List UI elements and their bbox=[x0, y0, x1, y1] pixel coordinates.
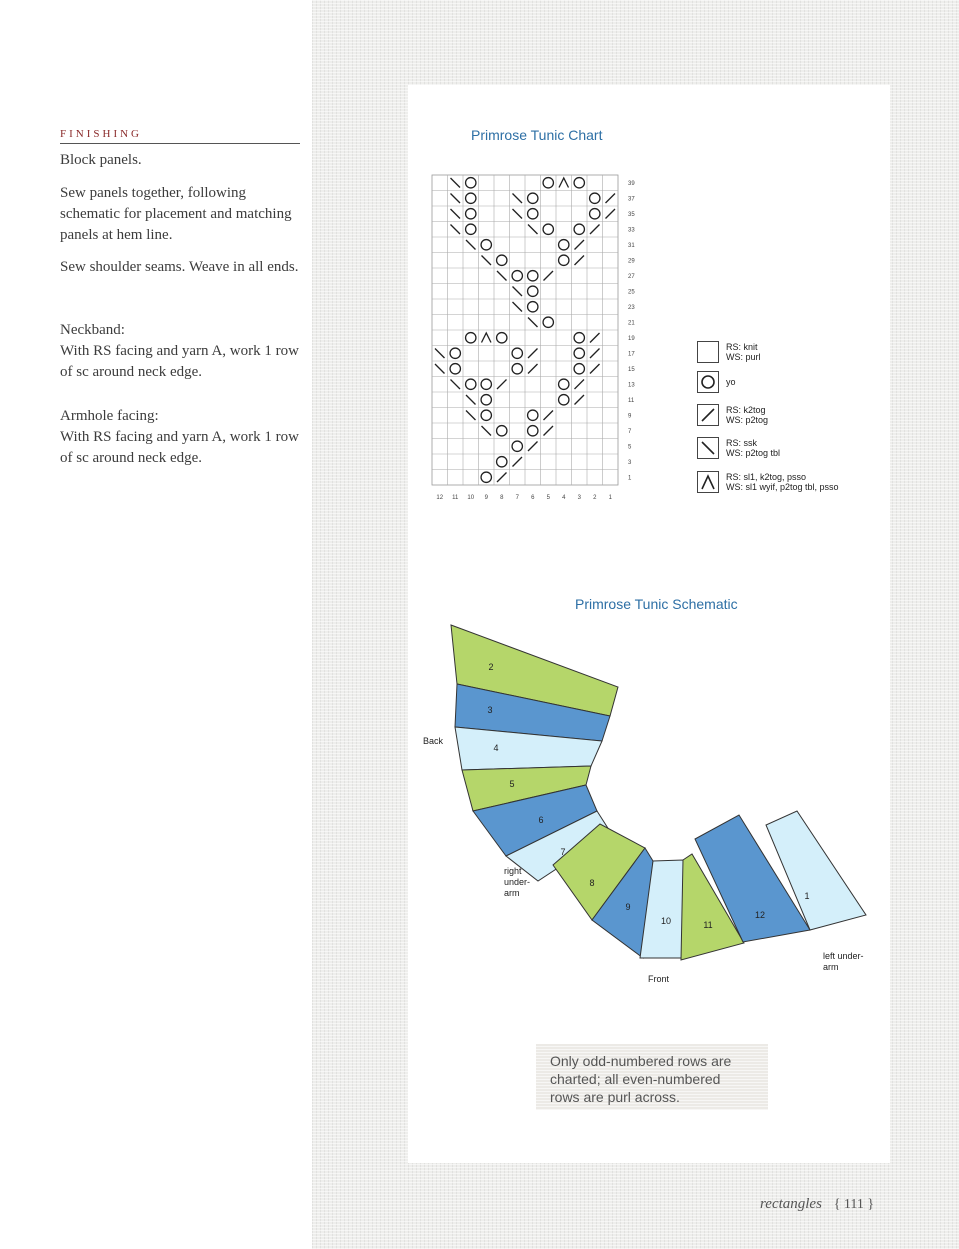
panel-number-12: 12 bbox=[754, 910, 766, 920]
chart-row-label: 11 bbox=[628, 398, 635, 405]
chart-row-label: 33 bbox=[628, 227, 635, 234]
schematic-title: Primrose Tunic Schematic bbox=[575, 596, 738, 612]
chart-row-label: 5 bbox=[628, 444, 632, 451]
blank-square-icon bbox=[697, 341, 719, 363]
instruction-shoulder-seams: Sew shoulder seams. Weave in all ends. bbox=[60, 259, 299, 275]
instruction-sew-panels: Sew panels together, following schematic for placement and matching panels at hem line. bbox=[60, 185, 292, 243]
note-box: Only odd-numbered rows are charted; all even-numbered rows are purl across. bbox=[536, 1044, 768, 1110]
chart-col-label: 8 bbox=[500, 495, 504, 501]
chart-col-label: 4 bbox=[562, 495, 566, 501]
left-slant-icon bbox=[697, 437, 719, 459]
instruction-block-panels: Block panels. bbox=[60, 152, 142, 168]
right-underarm-label-2: under- bbox=[504, 877, 531, 887]
chart-row-label: 19 bbox=[628, 336, 635, 343]
page-number: { 111 } bbox=[833, 1197, 875, 1212]
chart-row-label: 13 bbox=[628, 382, 635, 389]
chart-row-label: 21 bbox=[628, 320, 635, 327]
panel-number-4: 4 bbox=[493, 743, 499, 753]
chart-col-label: 7 bbox=[515, 495, 519, 501]
panel-number-10: 10 bbox=[660, 916, 672, 926]
yarn-over-icon bbox=[697, 371, 719, 393]
neckband-text: With RS facing and yarn A, work 1 row of sc around neck edge. bbox=[60, 343, 299, 380]
section-name: rectangles bbox=[760, 1196, 822, 1212]
panel-number-1: 1 bbox=[804, 891, 810, 901]
double-decrease-icon bbox=[697, 471, 719, 493]
right-underarm-label-3: arm bbox=[504, 888, 520, 898]
chart-row-label: 17 bbox=[628, 351, 635, 358]
chart-row-label: 1 bbox=[628, 475, 632, 482]
panel-number-7: 7 bbox=[560, 847, 566, 857]
chart-col-label: 9 bbox=[484, 495, 488, 501]
panel-number-2: 2 bbox=[488, 662, 494, 672]
panel-number-9: 9 bbox=[625, 902, 631, 912]
armhole-text: With RS facing and yarn A, work 1 row of sc around neck edge. bbox=[60, 429, 299, 466]
panel-number-11: 11 bbox=[703, 920, 713, 930]
chart-row-label: 7 bbox=[628, 429, 632, 436]
front-label: Front bbox=[648, 974, 670, 984]
chart-row-label: 25 bbox=[628, 289, 635, 296]
chart-col-label: 12 bbox=[436, 495, 444, 501]
right-slant-icon bbox=[697, 404, 719, 426]
chart-row-label: 35 bbox=[628, 212, 635, 219]
chart-row-label: 39 bbox=[628, 181, 635, 188]
legend-knit: RS: knit WS: purl bbox=[697, 341, 761, 363]
chart-row-label: 9 bbox=[628, 413, 632, 420]
chart-title: Primrose Tunic Chart bbox=[471, 127, 603, 143]
panel-number-5: 5 bbox=[509, 779, 515, 789]
panel-number-8: 8 bbox=[589, 878, 595, 888]
schematic-diagram bbox=[410, 615, 880, 995]
left-underarm-label-1: left under- bbox=[823, 951, 864, 961]
chart-col-label: 2 bbox=[593, 495, 597, 501]
chart-col-label: 5 bbox=[546, 495, 550, 501]
legend-sl1-k2tog-psso: RS: sl1, k2tog, psso WS: sl1 wyif, p2tog tbl, psso bbox=[697, 471, 839, 493]
chart-row-label: 29 bbox=[628, 258, 635, 265]
chart-col-label: 11 bbox=[452, 495, 459, 501]
chart-row-label: 3 bbox=[628, 460, 632, 467]
legend-ssk: RS: ssk WS: p2tog tbl bbox=[697, 437, 780, 459]
left-underarm-label-2: arm bbox=[823, 962, 839, 972]
right-underarm-label-1: right bbox=[504, 866, 522, 876]
section-heading: FINISHING bbox=[60, 128, 300, 144]
chart-row-label: 37 bbox=[628, 196, 635, 203]
panel-number-6: 6 bbox=[538, 815, 544, 825]
chart-row-label: 15 bbox=[628, 367, 635, 374]
chart-row-label: 27 bbox=[628, 274, 635, 281]
chart-col-label: 3 bbox=[577, 495, 581, 501]
panel-number-3: 3 bbox=[487, 705, 493, 715]
chart-col-label: 10 bbox=[467, 495, 475, 501]
neckband-title: Neckband: bbox=[60, 322, 125, 338]
chart-row-label: 31 bbox=[628, 243, 635, 250]
chart-col-label: 6 bbox=[531, 495, 535, 501]
back-label: Back bbox=[423, 736, 444, 746]
legend-yo: yo bbox=[697, 371, 736, 393]
armhole-title: Armhole facing: bbox=[60, 408, 159, 424]
legend-k2tog: RS: k2tog WS: p2tog bbox=[697, 404, 768, 426]
chart-col-label: 1 bbox=[608, 495, 612, 501]
stitch-chart bbox=[420, 170, 650, 515]
chart-row-label: 23 bbox=[628, 305, 635, 312]
page-footer bbox=[760, 1196, 874, 1213]
